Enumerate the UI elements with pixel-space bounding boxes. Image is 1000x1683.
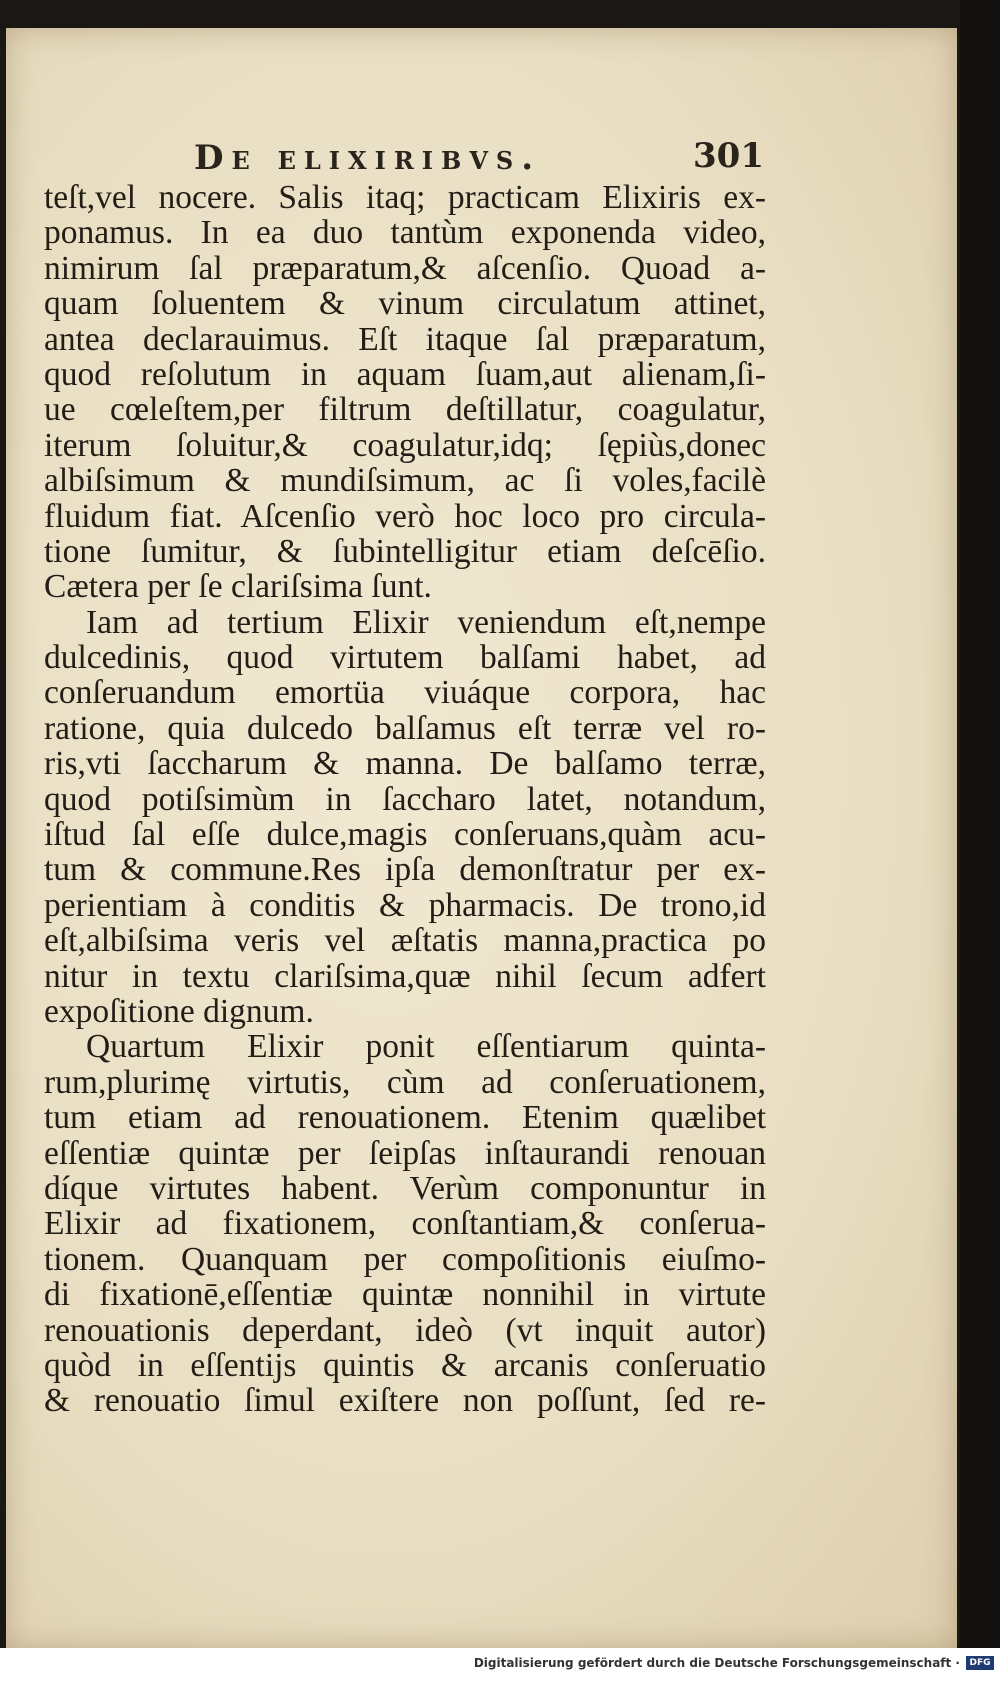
text-line: quod potiſsimùm in ſaccharo latet, notandum,	[44, 780, 766, 818]
text-line: ponamus. In ea duo tantùm exponenda video,	[44, 214, 766, 252]
book-page	[6, 28, 957, 1648]
text-line: tionem. Quanquam per compoſitionis eiuſmo-	[44, 1240, 766, 1278]
text-line: antea declarauimus. Eſt itaque ſal præparatum,	[44, 320, 766, 358]
text-line: quòd in eſſentijs quintis & arcanis conſeruatio	[44, 1346, 766, 1384]
text-line: tum & commune.Res ipſa demonſtratur per ex-	[44, 851, 766, 889]
text-line: ris,vti ſaccharum & manna. De balſamo terræ,	[44, 745, 766, 783]
text-line: iſtud ſal eſſe dulce,magis conſeruans,quàm acu-	[44, 816, 766, 854]
page-number: 301	[693, 136, 764, 176]
text-line: rum,plurimę virtutis, cùm ad conſeruationem,	[44, 1063, 766, 1101]
text-line: tione ſumitur, & ſubintelligitur etiam deſcēſio.	[44, 532, 766, 570]
text-line: eſſentiæ quintæ per ſeipſas inſtaurandi renouan	[44, 1134, 766, 1172]
funding-credit: Digitalisierung gefördert durch die Deutsche Forschungsgemeinschaft ·	[473, 1656, 960, 1670]
text-line: perientiam à conditis & pharmacis. De trono,id	[44, 886, 766, 924]
text-line: quod reſolutum in aquam ſuam,aut alienam,ſi-	[44, 355, 766, 393]
text-line: Elixir ad fixationem, conſtantiam,& conſerua-	[44, 1205, 766, 1243]
text-line: & renouatio ſimul exiſtere non poſſunt, ſed re-	[44, 1382, 766, 1420]
running-title: De elixiribvs.	[194, 138, 542, 178]
page-header	[194, 138, 764, 178]
text-line: Quartum Elixir ponit eſſentiarum quinta-	[86, 1028, 766, 1066]
body-text	[44, 180, 766, 1419]
text-line: teſt,vel nocere. Salis itaq; practicam Elixiris ex-	[44, 179, 766, 216]
text-line: nimirum ſal præparatum,& aſcenſio. Quoad a-	[44, 249, 766, 287]
text-line: ue cœleſtem,per filtrum deſtillatur, coagulatur,	[44, 391, 766, 429]
text-line: dulcedinis, quod virtutem balſami habet, ad	[44, 639, 766, 677]
text-line: conſeruandum emortüa viuáque corpora, hac	[44, 674, 766, 712]
text-line: ratione, quia dulcedo balſamus eſt terræ vel ro-	[44, 709, 766, 747]
text-line: albiſsimum & mundiſsimum, ac ſi voles,facilè	[44, 462, 766, 500]
digitization-footer	[0, 1648, 1000, 1683]
text-line: Iam ad tertium Elixir veniendum eſt,nempe	[86, 603, 766, 641]
text-line: fluidum fiat. Aſcenſio verò hoc loco pro circula-	[44, 497, 766, 535]
text-line: tum etiam ad renouationem. Etenim quælibet	[44, 1099, 766, 1137]
text-line: eſt,albiſsima veris vel æſtatis manna,practica po	[44, 922, 766, 960]
text-line: renouationis deperdant, ideò (vt inquit autor)	[44, 1311, 766, 1349]
text-line: díque virtutes habent. Verùm componuntur in	[44, 1169, 766, 1207]
text-line: quam ſoluentem & vinum circulatum attinet,	[44, 285, 766, 323]
text-line: di fixationē,eſſentiæ quintæ nonnihil in virtute	[44, 1276, 766, 1314]
text-line: Cætera per ſe clariſsima ſunt.	[44, 568, 432, 606]
dfg-logo-icon: DFG	[966, 1656, 994, 1670]
text-line: expoſitione dignum.	[44, 992, 314, 1030]
scan-background-edge	[960, 0, 1000, 1660]
text-line: nitur in textu clariſsima,quæ nihil ſecum adfert	[44, 957, 766, 995]
text-line: iterum ſoluitur,& coagulatur,idq; ſępiùs,donec	[44, 426, 766, 464]
